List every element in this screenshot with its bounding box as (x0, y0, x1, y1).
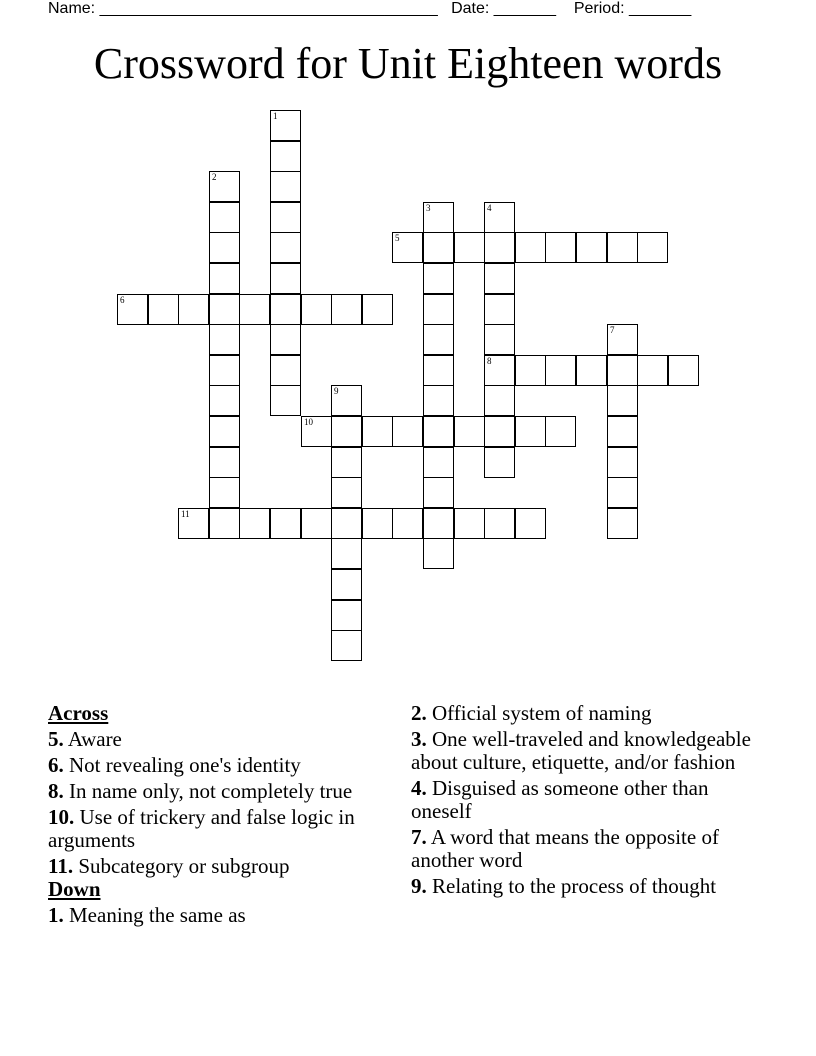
grid-cell[interactable] (423, 447, 454, 478)
grid-cell[interactable] (423, 355, 454, 386)
clue-number: 3. (411, 727, 427, 751)
grid-cell[interactable] (576, 232, 607, 263)
grid-cell[interactable] (484, 202, 515, 233)
clue-number: 11. (48, 854, 74, 878)
down-heading: Down (48, 877, 101, 901)
grid-cell[interactable] (515, 232, 546, 263)
grid-cell[interactable] (331, 569, 362, 600)
grid-cell[interactable] (423, 202, 454, 233)
grid-cell[interactable] (607, 477, 638, 508)
date-blank[interactable]: _______ (493, 0, 557, 17)
cell-number: 3 (426, 203, 431, 213)
grid-cell[interactable] (209, 508, 240, 539)
grid-cell[interactable] (607, 385, 638, 416)
clue-down-2 (411, 702, 751, 725)
grid-cell[interactable] (209, 171, 240, 202)
grid-cell[interactable] (331, 447, 362, 478)
clue-text: One well-traveled and knowledgeable about culture, etiquette, and/or fashion (411, 727, 751, 774)
grid-cell[interactable] (270, 355, 301, 386)
grid-cell[interactable] (545, 355, 576, 386)
grid-cell[interactable] (637, 232, 668, 263)
page-title: Crossword for Unit Eighteen words (93, 39, 723, 88)
grid-cell[interactable] (270, 110, 301, 141)
grid-cell[interactable] (270, 202, 301, 233)
clue-text: Use of trickery and false logic in arguments (48, 805, 355, 852)
clue-text: Disguised as someone other than oneself (411, 776, 709, 823)
grid-cell[interactable] (484, 385, 515, 416)
clues-right-column (411, 702, 751, 898)
clue-across-10 (48, 806, 388, 852)
grid-cell[interactable] (270, 263, 301, 294)
clue-text: Meaning the same as (69, 903, 246, 927)
name-blank[interactable]: ______________________________________ (99, 0, 438, 17)
grid-cell[interactable] (484, 447, 515, 478)
grid-cell[interactable] (209, 232, 240, 263)
grid-cell[interactable] (148, 294, 179, 325)
cell-number: 5 (395, 233, 400, 243)
grid-cell[interactable] (454, 232, 485, 263)
grid-cell[interactable] (607, 416, 638, 447)
clue-text: Aware (67, 727, 122, 751)
clue-number: 4. (411, 776, 427, 800)
clue-number: 1. (48, 903, 64, 927)
grid-cell[interactable] (209, 477, 240, 508)
grid-cell[interactable] (484, 355, 515, 386)
grid-cell[interactable] (545, 232, 576, 263)
grid-cell[interactable] (484, 416, 515, 447)
grid-cell[interactable] (423, 232, 454, 263)
grid-cell[interactable] (270, 294, 301, 325)
date-label: Date: (451, 0, 490, 17)
grid-cell[interactable] (117, 294, 148, 325)
grid-cell[interactable] (331, 508, 362, 539)
clue-text: A word that means the opposite of another word (411, 825, 719, 872)
grid-cell[interactable] (515, 416, 546, 447)
grid-cell[interactable] (392, 508, 423, 539)
across-heading: Across (48, 701, 109, 725)
grid-cell[interactable] (239, 294, 270, 325)
grid-cell[interactable] (484, 294, 515, 325)
grid-cell[interactable] (607, 232, 638, 263)
cell-number: 11 (181, 509, 190, 519)
grid-cell[interactable] (209, 324, 240, 355)
grid-cell[interactable] (362, 508, 393, 539)
clue-number: 5. (48, 727, 64, 751)
clue-number: 2. (411, 701, 427, 725)
clue-down-3 (411, 728, 751, 774)
clue-text: Subcategory or subgroup (78, 854, 290, 878)
grid-cell[interactable] (270, 141, 301, 172)
clue-text: Not revealing one's identity (69, 753, 301, 777)
grid-cell[interactable] (607, 355, 638, 386)
grid-cell[interactable] (668, 355, 699, 386)
grid-cell[interactable] (484, 508, 515, 539)
grid-cell[interactable] (362, 416, 393, 447)
grid-cell[interactable] (209, 263, 240, 294)
grid-cell[interactable] (515, 508, 546, 539)
grid-cell[interactable] (270, 385, 301, 416)
grid-cell[interactable] (423, 324, 454, 355)
clue-down-4 (411, 777, 751, 823)
clues-left-column (48, 702, 388, 927)
grid-cell[interactable] (301, 508, 332, 539)
grid-cell[interactable] (270, 508, 301, 539)
grid-cell[interactable] (301, 294, 332, 325)
grid-cell[interactable] (178, 508, 209, 539)
grid-cell[interactable] (576, 355, 607, 386)
grid-cell[interactable] (607, 508, 638, 539)
clue-number: 10. (48, 805, 75, 829)
grid-cell[interactable] (423, 508, 454, 539)
clue-number: 9. (411, 874, 427, 898)
grid-cell[interactable] (331, 385, 362, 416)
cell-number: 4 (487, 203, 492, 213)
grid-cell[interactable] (607, 447, 638, 478)
clue-text: Relating to the process of thought (432, 874, 717, 898)
grid-cell[interactable] (209, 355, 240, 386)
grid-cell[interactable] (331, 538, 362, 569)
cell-number: 6 (120, 295, 125, 305)
grid-cell[interactable] (454, 416, 485, 447)
cell-number: 9 (334, 386, 339, 396)
grid-cell[interactable] (331, 477, 362, 508)
clue-down-9 (411, 875, 751, 898)
grid-cell[interactable] (331, 630, 362, 661)
grid-cell[interactable] (637, 355, 668, 386)
grid-cell[interactable] (545, 416, 576, 447)
clue-number: 6. (48, 753, 64, 777)
clue-down-1 (48, 904, 388, 927)
cell-number: 7 (610, 325, 615, 335)
clue-across-8 (48, 780, 388, 803)
grid-cell[interactable] (209, 294, 240, 325)
grid-cell[interactable] (423, 477, 454, 508)
grid-cell[interactable] (423, 294, 454, 325)
grid-cell[interactable] (331, 294, 362, 325)
grid-cell[interactable] (484, 232, 515, 263)
grid-cell[interactable] (454, 508, 485, 539)
clue-across-6 (48, 754, 388, 777)
clue-across-11 (48, 855, 388, 878)
clue-down-7 (411, 826, 751, 872)
cell-number: 10 (304, 417, 313, 427)
grid-cell[interactable] (301, 416, 332, 447)
clue-number: 8. (48, 779, 64, 803)
clue-text: In name only, not completely true (69, 779, 353, 803)
cell-number: 1 (273, 111, 278, 121)
grid-cell[interactable] (209, 202, 240, 233)
grid-cell[interactable] (270, 324, 301, 355)
grid-cell[interactable] (515, 355, 546, 386)
grid-cell[interactable] (270, 232, 301, 263)
grid-cell[interactable] (209, 447, 240, 478)
grid-cell[interactable] (484, 324, 515, 355)
grid-cell[interactable] (423, 385, 454, 416)
grid-cell[interactable] (423, 538, 454, 569)
period-label: Period: (573, 0, 625, 17)
grid-cell[interactable] (484, 263, 515, 294)
clue-across-5 (48, 728, 388, 751)
grid-cell[interactable] (392, 416, 423, 447)
clue-number: 7. (411, 825, 427, 849)
grid-cell[interactable] (331, 416, 362, 447)
grid-cell[interactable] (607, 324, 638, 355)
grid-cell[interactable] (423, 416, 454, 447)
grid-cell[interactable] (209, 416, 240, 447)
period-blank[interactable]: _______ (629, 0, 692, 17)
name-label: Name: (48, 0, 96, 17)
grid-cell[interactable] (209, 385, 240, 416)
cell-number: 8 (487, 356, 492, 366)
cell-number: 2 (212, 172, 217, 182)
grid-cell[interactable] (270, 171, 301, 202)
grid-cell[interactable] (362, 294, 393, 325)
grid-cell[interactable] (239, 508, 270, 539)
grid-cell[interactable] (392, 232, 423, 263)
grid-cell[interactable] (423, 263, 454, 294)
clue-text: Official system of naming (432, 701, 652, 725)
grid-cell[interactable] (178, 294, 209, 325)
grid-cell[interactable] (331, 600, 362, 631)
